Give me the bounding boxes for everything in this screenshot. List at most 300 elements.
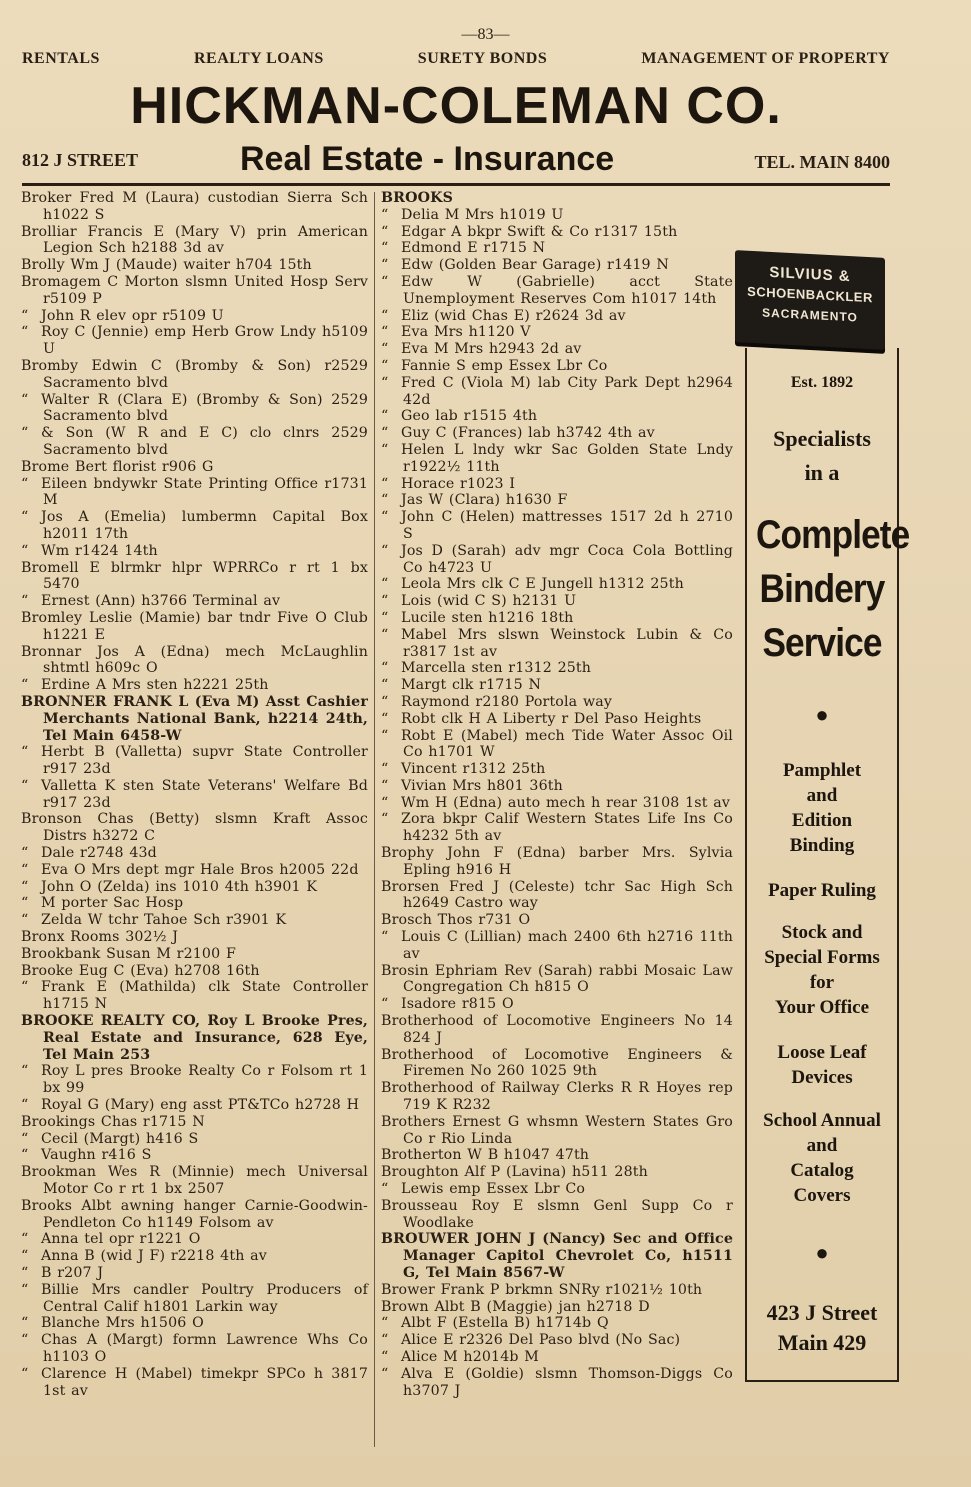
ditto-mark: “ bbox=[381, 1315, 389, 1332]
directory-entry bbox=[21, 190, 368, 224]
bindery-contact bbox=[747, 1298, 897, 1358]
directory-entry bbox=[21, 1366, 368, 1400]
directory-entry bbox=[21, 257, 368, 274]
directory-entry bbox=[381, 795, 733, 812]
directory-entry bbox=[381, 778, 733, 795]
entry-text: John C (Helen) mattresses 1517 2d h 2710 S bbox=[401, 509, 733, 542]
directory-entry bbox=[21, 744, 368, 778]
entry-text: Herbt B (Valletta) supvr State Controller r917 23d bbox=[41, 744, 368, 778]
directory-entry bbox=[381, 1147, 733, 1164]
company-name: HICKMAN-COLEMAN CO. bbox=[130, 77, 782, 135]
directory-entry bbox=[381, 1332, 733, 1349]
directory-entry bbox=[381, 375, 733, 409]
entry-text: Albt F (Estella B) h1714b Q bbox=[401, 1315, 609, 1332]
entry-text: John O (Zelda) ins 1010 4th h3901 K bbox=[41, 878, 318, 895]
entry-text: Roy C (Jennie) emp Herb Grow Lndy h5109 U bbox=[41, 324, 368, 358]
directory-entry bbox=[381, 811, 733, 845]
directory-entry bbox=[381, 341, 733, 358]
entry-text: Brotherton W B h1047 47th bbox=[381, 1147, 590, 1164]
directory-entry bbox=[21, 1315, 368, 1332]
ditto-mark: “ bbox=[21, 1265, 29, 1281]
directory-entry bbox=[21, 308, 368, 325]
service-text: Service bbox=[762, 621, 882, 665]
in-a-text: in a bbox=[804, 460, 840, 485]
directory-entry bbox=[21, 644, 368, 678]
entry-text: Valletta K sten State Veterans' Welfare Bd r917 23d bbox=[41, 777, 368, 811]
directory-entry bbox=[21, 593, 368, 610]
entry-text: BROOKE REALTY CO, Roy L Brooke Pres, Real Estate and Insurance, 628 Eye, Tel Main 253 bbox=[21, 1013, 368, 1063]
entry-text: Vaughn r416 S bbox=[41, 1147, 152, 1164]
ditto-mark: “ bbox=[21, 307, 29, 324]
stock-line-3: for bbox=[809, 972, 835, 993]
ditto-mark: “ bbox=[381, 374, 389, 391]
directory-entry bbox=[381, 1164, 733, 1181]
entry-text: Bromley Leslie (Mamie) bar tndr Five O Club h1221 E bbox=[21, 609, 368, 643]
entry-text: Ernest (Ann) h3766 Terminal av bbox=[41, 593, 281, 610]
pamphlet-line-1: Pamphlet bbox=[782, 760, 862, 781]
directory-entry bbox=[21, 358, 368, 392]
directory-entry bbox=[381, 1315, 733, 1332]
ditto-mark: “ bbox=[21, 509, 29, 526]
stock-line-1: Stock and bbox=[781, 922, 863, 943]
directory-entry bbox=[381, 1349, 733, 1366]
directory-entry bbox=[21, 392, 368, 426]
ditto-mark: “ bbox=[381, 475, 389, 492]
service-realty-loans: REALTY LOANS bbox=[193, 50, 324, 67]
ditto-mark: “ bbox=[21, 1231, 29, 1248]
directory-entry bbox=[21, 1164, 368, 1198]
ditto-mark: “ bbox=[381, 542, 389, 559]
entry-text: Lewis emp Essex Lbr Co bbox=[401, 1181, 586, 1198]
entry-text: Lois (wid C S) h2131 U bbox=[401, 593, 577, 610]
directory-entry bbox=[381, 543, 733, 577]
ditto-mark: “ bbox=[21, 1130, 29, 1147]
entry-text: Robt clk H A Liberty r Del Paso Heights bbox=[401, 710, 702, 727]
ditto-mark: “ bbox=[21, 324, 29, 341]
entry-text: Eva O Mrs dept mgr Hale Bros h2005 22d bbox=[41, 861, 359, 878]
entry-text: Isadore r815 O bbox=[401, 996, 514, 1013]
entry-text: Bronson Chas (Betty) slsmn Kraft Assoc Distrs h3272 C bbox=[21, 811, 368, 845]
ditto-mark: “ bbox=[381, 576, 389, 593]
directory-entry bbox=[21, 979, 368, 1013]
directory-entry bbox=[381, 677, 733, 694]
directory-entry bbox=[381, 761, 733, 778]
entry-text: Margt clk r1715 N bbox=[401, 677, 542, 694]
ditto-mark: “ bbox=[21, 744, 29, 761]
directory-entry bbox=[381, 224, 733, 241]
entry-text: Wm r1424 14th bbox=[41, 542, 158, 559]
entry-text: Brosin Ephriam Rev (Sarah) rabbi Mosaic Law Congregation Ch h815 O bbox=[381, 962, 733, 996]
directory-entry bbox=[21, 1097, 368, 1114]
entry-text: Alice E r2326 Del Paso blvd (No Sac) bbox=[401, 1332, 681, 1349]
entry-text: Bronnar Jos A (Edna) mech McLaughlin shtmtl h609c O bbox=[21, 643, 368, 677]
entry-text: Eliz (wid Chas E) r2624 3d av bbox=[401, 307, 626, 324]
school-line-4: Covers bbox=[793, 1185, 851, 1206]
entry-text: Anna B (wid J F) r2218 4th av bbox=[41, 1248, 267, 1265]
ditto-mark: “ bbox=[21, 677, 29, 694]
ditto-mark: “ bbox=[21, 878, 29, 895]
header-address-line bbox=[22, 140, 890, 182]
entry-text: Lucile sten h1216 18th bbox=[401, 609, 574, 626]
ditto-mark: “ bbox=[381, 710, 389, 727]
entry-text: Broughton Alf P (Lavina) h511 28th bbox=[381, 1164, 648, 1181]
directory-entry bbox=[381, 1181, 733, 1198]
directory-entry bbox=[381, 1299, 733, 1316]
entry-text: Bromell E blrmkr hlpr WPRRCo r rt 1 bx 5470 bbox=[21, 559, 368, 593]
school-line-1: School Annual bbox=[763, 1110, 881, 1131]
entry-text: Jos A (Emelia) lumbermn Capital Box h2011 17th bbox=[41, 509, 368, 542]
entry-text: Geo lab r1515 4th bbox=[401, 408, 538, 425]
entry-text: Billie Mrs candler Poultry Producers of Central Calif h1801 Larkin way bbox=[41, 1281, 368, 1315]
entry-text: Delia M Mrs h1019 U bbox=[401, 206, 564, 223]
page-number: —83— bbox=[461, 26, 510, 43]
directory-entry bbox=[21, 1248, 368, 1265]
directory-entry bbox=[21, 543, 368, 560]
directory-entry bbox=[21, 459, 368, 476]
pamphlet-line-2: and bbox=[806, 785, 838, 806]
directory-entry bbox=[21, 1282, 368, 1316]
school-line-3: Catalog bbox=[790, 1160, 854, 1181]
directory-entry bbox=[21, 274, 368, 308]
ditto-mark: “ bbox=[381, 609, 389, 626]
entry-text: Edgar A bkpr Swift & Co r1317 15th bbox=[401, 223, 678, 240]
ditto-mark: “ bbox=[381, 341, 389, 358]
entry-text: Edw (Golden Bear Garage) r1419 N bbox=[401, 257, 669, 274]
entry-text: Brome Bert florist r906 G bbox=[21, 458, 214, 475]
loose-leaf-line-1: Loose Leaf bbox=[777, 1042, 867, 1063]
loose-leaf-devices bbox=[747, 1040, 897, 1090]
directory-entry bbox=[381, 694, 733, 711]
ditto-mark: “ bbox=[381, 509, 389, 526]
directory-entry bbox=[381, 660, 733, 677]
ditto-mark: “ bbox=[381, 492, 389, 509]
directory-entry bbox=[381, 1198, 733, 1232]
directory-entry bbox=[21, 845, 368, 862]
directory-entry bbox=[381, 1366, 733, 1400]
directory-entry bbox=[21, 1114, 368, 1131]
directory-entry bbox=[21, 929, 368, 946]
established-year: Est. 1892 bbox=[790, 374, 854, 391]
entry-text: Brorsen Fred J (Celeste) tchr Sac High Sch h2649 Castro way bbox=[381, 878, 733, 912]
entry-text: Roy L pres Brooke Realty Co r Folsom rt 1 bx 99 bbox=[41, 1063, 368, 1097]
entry-text: Zora bkpr Calif Western States Life Ins Co h4232 5th av bbox=[401, 811, 733, 845]
directory-entry bbox=[21, 811, 368, 845]
directory-entry bbox=[21, 895, 368, 912]
entry-text: Walter R (Clara E) (Bromby & Son) 2529 Sacramento blvd bbox=[41, 391, 368, 425]
ditto-mark: “ bbox=[21, 912, 29, 929]
company-address: 812 J STREET bbox=[22, 150, 139, 170]
pamphlet-line-3: Edition bbox=[791, 810, 853, 831]
entry-text: Anna tel opr r1221 O bbox=[41, 1231, 201, 1248]
entry-text: Brousseau Roy E slsmn Genl Supp Co r Woodlake bbox=[381, 1197, 733, 1231]
directory-entry bbox=[21, 1198, 368, 1232]
directory-entry bbox=[381, 1080, 733, 1114]
specialists-text: Specialists bbox=[773, 426, 871, 451]
entry-text: Bronx Rooms 302½ J bbox=[21, 929, 179, 946]
entry-text: Dale r2748 43d bbox=[41, 845, 157, 862]
entry-text: Brosch Thos r731 O bbox=[381, 912, 531, 929]
entry-text: Brower Frank P brkmn SNRy r1021½ 10th bbox=[381, 1281, 703, 1298]
school-line-2: and bbox=[806, 1135, 838, 1156]
directory-entry bbox=[21, 694, 368, 744]
ditto-mark: “ bbox=[21, 1281, 29, 1298]
school-annual bbox=[747, 1108, 897, 1208]
entry-text: Zelda W tchr Tahoe Sch r3901 K bbox=[41, 912, 287, 929]
directory-entry bbox=[21, 862, 368, 879]
ditto-mark: “ bbox=[381, 1332, 389, 1349]
entry-text: Eileen bndywkr State Printing Office r1731 M bbox=[41, 475, 368, 509]
column-divider bbox=[374, 192, 375, 1447]
ditto-mark: “ bbox=[21, 1147, 29, 1164]
bullet-2: ● bbox=[815, 1240, 829, 1265]
right-column bbox=[381, 190, 733, 1399]
entry-text: Brooks Albt awning hanger Carnie-Goodwin-Pendleton Co h1149 Folsom av bbox=[21, 1197, 368, 1231]
directory-entry bbox=[381, 996, 733, 1013]
logo-line-1: SILVIUS & bbox=[769, 263, 851, 286]
ditto-mark: “ bbox=[381, 727, 389, 744]
ditto-mark: “ bbox=[381, 593, 389, 610]
directory-entry bbox=[21, 1063, 368, 1097]
paper-ruling: Paper Ruling bbox=[768, 880, 876, 901]
directory-entry bbox=[381, 442, 733, 476]
entry-text: Brothers Ernest G whsmn Western States Gro Co r Rio Linda bbox=[381, 1113, 733, 1147]
entry-text: Erdine A Mrs sten h2221 25th bbox=[41, 677, 269, 694]
directory-entry bbox=[381, 1047, 733, 1081]
directory-entry bbox=[381, 1013, 733, 1047]
ditto-mark: “ bbox=[21, 1248, 29, 1265]
entry-text: Jos D (Sarah) adv mgr Coca Cola Bottling Co h4723 U bbox=[401, 542, 733, 576]
directory-entry bbox=[381, 593, 733, 610]
ditto-mark: “ bbox=[21, 777, 29, 794]
entry-text: Brophy John F (Edna) barber Mrs. Sylvia Epling h916 H bbox=[381, 845, 733, 878]
ditto-mark: “ bbox=[21, 1063, 29, 1080]
ditto-mark: “ bbox=[381, 811, 389, 828]
directory-entry bbox=[381, 728, 733, 762]
entry-text: Helen L lndy wkr Sac Golden State Lndy r1922½ 11th bbox=[401, 441, 733, 475]
entry-text: Chas A (Margt) formn Lawrence Whs Co h1103 O bbox=[41, 1332, 368, 1365]
left-column bbox=[21, 190, 368, 1399]
ditto-mark: “ bbox=[381, 626, 389, 643]
entry-text: Brookbank Susan M r2100 F bbox=[21, 945, 236, 962]
logo-line-3: SACRAMENTO bbox=[762, 305, 858, 325]
entry-text: Louis C (Lillian) mach 2400 6th h2716 11th av bbox=[401, 929, 733, 962]
entry-text: Blanche Mrs h1506 O bbox=[41, 1315, 204, 1332]
company-tagline: Real Estate - Insurance bbox=[240, 140, 615, 178]
directory-entry bbox=[21, 677, 368, 694]
entry-text: & Son (W R and E C) clo clnrs 2529 Sacramento blvd bbox=[41, 425, 368, 458]
entry-text: Broker Fred M (Laura) custodian Sierra Sch h1022 S bbox=[21, 190, 368, 223]
bindery-address: 423 J Street bbox=[766, 1300, 878, 1325]
entry-text: Bromby Edwin C (Bromby & Son) r2529 Sacramento blvd bbox=[21, 357, 368, 391]
directory-entry bbox=[21, 1013, 368, 1063]
entry-text: Brooke Eug C (Eva) h2708 16th bbox=[21, 962, 260, 979]
entry-text: John R elev opr r5109 U bbox=[41, 307, 224, 324]
entry-text: Raymond r2180 Portola way bbox=[401, 693, 613, 710]
right-column-heading: BROOKS bbox=[381, 190, 453, 206]
ditto-mark: “ bbox=[21, 425, 29, 442]
ditto-mark: “ bbox=[21, 1365, 29, 1382]
ditto-mark: “ bbox=[21, 391, 29, 408]
entry-text: Cecil (Margt) h416 S bbox=[41, 1130, 199, 1147]
pamphlet-binding bbox=[747, 758, 897, 858]
directory-entry bbox=[21, 425, 368, 459]
directory-entry bbox=[21, 879, 368, 896]
entry-text: BROUWER JOHN J (Nancy) Sec and Office Manager Capitol Chevrolet Co, h1511 G, Tel Main 8567-W bbox=[381, 1231, 733, 1281]
directory-entry bbox=[381, 610, 733, 627]
company-phone: TEL. MAIN 8400 bbox=[754, 152, 890, 172]
directory-entry bbox=[21, 912, 368, 929]
directory-entry bbox=[381, 845, 733, 879]
directory-entry bbox=[381, 492, 733, 509]
directory-entry bbox=[381, 509, 733, 543]
entry-text: Alva E (Goldie) slsmn Thomson-Diggs Co h3707 J bbox=[401, 1365, 733, 1399]
ditto-mark: “ bbox=[381, 1348, 389, 1365]
directory-entry bbox=[21, 509, 368, 543]
ditto-mark: “ bbox=[381, 240, 389, 257]
entry-text: Robt E (Mabel) mech Tide Water Assoc Oil Co h1701 W bbox=[401, 727, 733, 761]
directory-entry bbox=[381, 240, 733, 257]
entry-text: Alice M h2014b M bbox=[401, 1348, 539, 1365]
bindery-phone: Main 429 bbox=[777, 1330, 867, 1355]
ditto-mark: “ bbox=[381, 677, 389, 694]
entry-text: Frank E (Mathilda) clk State Controller h1715 N bbox=[41, 979, 368, 1013]
directory-entry bbox=[381, 912, 733, 929]
complete-text: Complete bbox=[756, 513, 910, 557]
ditto-mark: “ bbox=[21, 1097, 29, 1114]
entry-text: Wm H (Edna) auto mech h rear 3108 1st av bbox=[401, 794, 731, 811]
ditto-mark: “ bbox=[381, 223, 389, 240]
directory-entry bbox=[381, 1114, 733, 1148]
entry-text: M porter Sac Hosp bbox=[41, 895, 184, 912]
entry-text: Brolliar Francis E (Mary V) prin American Legion Sch h2188 3d av bbox=[21, 223, 368, 257]
directory-entry bbox=[381, 274, 733, 308]
ditto-mark: “ bbox=[381, 1365, 389, 1382]
entry-text: Marcella sten r1312 25th bbox=[401, 660, 592, 677]
directory-entry bbox=[21, 1131, 368, 1148]
ditto-mark: “ bbox=[381, 996, 389, 1013]
bindery-text: Bindery bbox=[759, 567, 885, 611]
directory-entry bbox=[21, 324, 368, 358]
pamphlet-line-4: Binding bbox=[789, 835, 855, 856]
ditto-mark: “ bbox=[381, 660, 389, 677]
bullet-1: ● bbox=[815, 702, 829, 727]
entry-text: Brolly Wm J (Maude) waiter h704 15th bbox=[21, 257, 312, 274]
entry-text: Brown Albt B (Maggie) jan h2718 D bbox=[381, 1298, 650, 1315]
entry-text: Brookings Chas r1715 N bbox=[21, 1113, 205, 1130]
stock-line-4: Your Office bbox=[774, 997, 870, 1018]
ditto-mark: “ bbox=[21, 475, 29, 492]
bindery-advertisement bbox=[745, 348, 910, 1382]
ditto-mark: “ bbox=[381, 206, 389, 223]
ditto-mark: “ bbox=[381, 408, 389, 425]
directory-entry bbox=[381, 207, 733, 224]
directory-entry bbox=[381, 576, 733, 593]
header-rule bbox=[22, 183, 890, 186]
directory-entry bbox=[21, 778, 368, 812]
ditto-mark: “ bbox=[381, 777, 389, 794]
ditto-mark: “ bbox=[381, 929, 389, 946]
directory-entry bbox=[381, 308, 733, 325]
ditto-mark: “ bbox=[21, 861, 29, 878]
directory-entry bbox=[21, 1265, 368, 1282]
entry-text: Horace r1023 I bbox=[401, 475, 516, 492]
ditto-mark: “ bbox=[21, 895, 29, 912]
ditto-mark: “ bbox=[21, 542, 29, 559]
entry-text: Eva Mrs h1120 V bbox=[401, 324, 531, 341]
entry-text: Leola Mrs clk C E Jungell h1312 25th bbox=[401, 576, 684, 593]
complete-bindery-service bbox=[756, 508, 910, 670]
directory-entry bbox=[21, 610, 368, 644]
entry-text: Guy C (Frances) lab h3742 4th av bbox=[401, 425, 655, 442]
directory-entry bbox=[21, 224, 368, 258]
directory-entry bbox=[21, 560, 368, 594]
directory-entry bbox=[381, 408, 733, 425]
ditto-mark: “ bbox=[381, 693, 389, 710]
specialists-heading bbox=[747, 422, 897, 490]
directory-entry bbox=[21, 946, 368, 963]
bindery-logo bbox=[735, 250, 885, 350]
directory-entry bbox=[21, 476, 368, 510]
entry-text: Vivian Mrs h801 36th bbox=[401, 777, 563, 794]
entry-text: Brookman Wes R (Minnie) mech Universal Motor Co r rt 1 bx 2507 bbox=[21, 1164, 368, 1198]
ditto-mark: “ bbox=[381, 761, 389, 778]
directory-entry bbox=[381, 1231, 733, 1281]
ditto-mark: “ bbox=[381, 441, 389, 458]
ditto-mark: “ bbox=[21, 1332, 29, 1349]
directory-entry bbox=[381, 1282, 733, 1299]
entry-text: Jas W (Clara) h1630 F bbox=[401, 492, 568, 509]
directory-entry bbox=[21, 963, 368, 980]
entry-text: Eva M Mrs h2943 2d av bbox=[401, 341, 582, 358]
directory-entry bbox=[21, 1332, 368, 1366]
stock-line-2: Special Forms bbox=[764, 947, 880, 968]
ditto-mark: “ bbox=[21, 1315, 29, 1332]
entry-text: Bromagem C Morton slsmn United Hosp Serv r5109 P bbox=[21, 273, 368, 307]
ditto-mark: “ bbox=[381, 357, 389, 374]
ditto-mark: “ bbox=[21, 845, 29, 862]
directory-entry bbox=[381, 711, 733, 728]
service-surety-bonds: SURETY BONDS bbox=[417, 50, 548, 67]
entry-text: Edmond E r1715 N bbox=[401, 240, 546, 257]
entry-text: Fannie S emp Essex Lbr Co bbox=[401, 357, 608, 374]
entry-text: Fred C (Viola M) lab City Park Dept h2964 42d bbox=[401, 374, 733, 408]
directory-entry bbox=[381, 257, 733, 274]
ditto-mark: “ bbox=[381, 257, 389, 274]
ditto-mark: “ bbox=[381, 425, 389, 442]
directory-entry bbox=[21, 1147, 368, 1164]
service-management: MANAGEMENT OF PROPERTY bbox=[641, 50, 890, 67]
directory-entry bbox=[381, 627, 733, 661]
directory-entry bbox=[381, 963, 733, 997]
ditto-mark: “ bbox=[21, 593, 29, 610]
directory-entry bbox=[381, 929, 733, 963]
ditto-mark: “ bbox=[381, 1181, 389, 1198]
entry-text: Edw W (Gabrielle) acct State Unemployment Reserves Com h1017 14th bbox=[401, 273, 733, 307]
directory-entry bbox=[381, 425, 733, 442]
ditto-mark: “ bbox=[381, 324, 389, 341]
entry-text: B r207 J bbox=[41, 1265, 104, 1281]
ditto-mark: “ bbox=[381, 794, 389, 811]
entry-text: Clarence H (Mabel) timekpr SPCo h 3817 1st av bbox=[41, 1365, 368, 1399]
ditto-mark: “ bbox=[381, 307, 389, 324]
loose-leaf-line-2: Devices bbox=[791, 1067, 853, 1088]
logo-line-2: SCHOENBACKLER bbox=[747, 283, 873, 306]
directory-entry bbox=[21, 1231, 368, 1248]
entry-text: Brotherhood of Locomotive Engineers No 14 824 J bbox=[381, 1013, 733, 1046]
entry-text: Brotherhood of Railway Clerks R R Hoyes rep 719 K R232 bbox=[381, 1080, 733, 1114]
services-strip bbox=[22, 50, 890, 68]
entry-text: Brotherhood of Locomotive Engineers & Firemen No 260 1025 9th bbox=[381, 1046, 733, 1080]
